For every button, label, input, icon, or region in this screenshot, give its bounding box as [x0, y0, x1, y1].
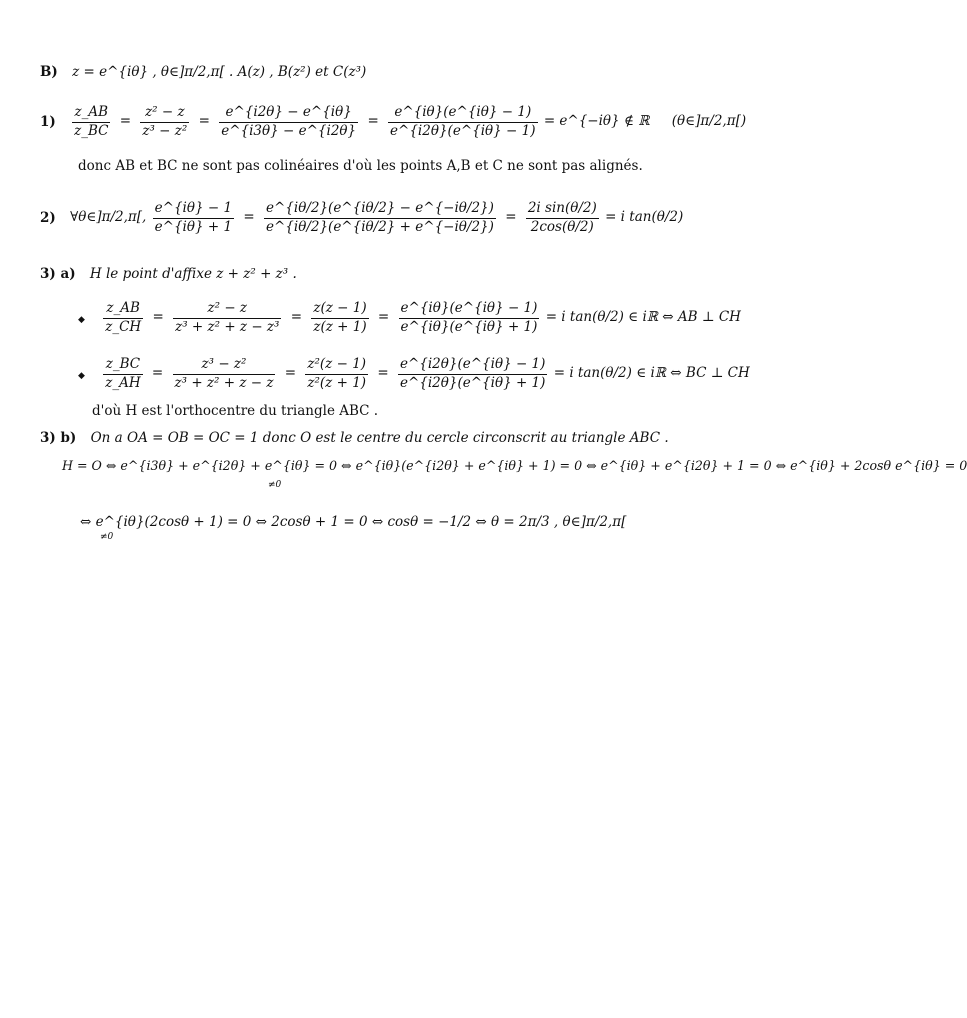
q3a-b1-lhs-num: z_AB: [103, 302, 143, 319]
q3a-b2-f2-num: z²(z − 1): [305, 358, 368, 375]
q1-f2-den: e^{i3θ} − e^{i2θ}: [221, 122, 357, 139]
q3b-equation-2: ⇔ e^{iθ}(2cosθ + 1) = 0 ⇔ 2cosθ + 1 = 0 ⇔ cosθ = −1/2 ⇔ θ = 2π/3 , θ∈]π/2,π[: [80, 514, 627, 530]
q3b-line: [40, 432, 669, 446]
q1-conclusion: donc AB et BC ne sont pas colinéaires d'où les points A,B et C ne sont pas alignés.: [78, 158, 643, 174]
q1-fraction-3: [388, 106, 537, 138]
q3b-equation-1-note: ≠0: [268, 480, 282, 490]
q3a-label: 3) a): [40, 266, 76, 282]
part-b-statement: z = e^{iθ} , θ∈]π/2,π[ . A(z) , B(z²) et C(z³): [72, 64, 367, 80]
q1-fraction-1: [140, 106, 189, 138]
q3a-conclusion: d'où H est l'orthocentre du triangle ABC .: [92, 403, 379, 419]
q1-fraction-2: [219, 106, 358, 138]
part-b-line: [40, 66, 366, 80]
q3a-statement: H le point d'affixe z + z² + z³ .: [89, 266, 297, 282]
q3a-b2-fraction-1: [173, 358, 276, 390]
q3a-b1-fraction-2: [311, 302, 368, 334]
q2-fraction-1: [153, 202, 234, 234]
q2-f2-den: e^{iθ/2}(e^{iθ/2} + e^{−iθ/2}): [265, 218, 494, 235]
q2-fraction-2: [264, 202, 496, 234]
bullet-icon: ◆: [78, 370, 85, 381]
q3b-statement: On a OA = OB = OC = 1 donc O est le centre du cercle circonscrit au triangle ABC .: [90, 430, 669, 446]
q3a-b1-fraction-3: [399, 302, 540, 334]
q3b-equation-2-note: ≠0: [100, 532, 114, 542]
q1-f3-den: e^{i2θ}(e^{iθ} − 1): [390, 122, 536, 139]
q1-lhs-num: z_AB: [72, 106, 110, 123]
q3a-bullet-1: ◆ $\frac{z\_AB}{z\_CH}$ = $\frac{\text{z² − z}}{\text{z³ + z² + z − z³}}$ = $\frac{z(z - 1)}{z(z + 1)}$ = $\frac{e\^{}\{i\theta\}(e\^{}\{i\theta\} - 1)}{e\^{}\{i\theta\}(e\^{}\{i\theta\} + 1)}$ = i tan(θ/2) ∈ iℝ ⇔ AB ⊥ CH: [78, 300, 741, 335]
bullet-icon: ◆: [78, 314, 85, 325]
q2-quantifier: ∀θ∈]π/2,π[,: [70, 209, 147, 226]
q3a-b2-fraction-3: [398, 358, 547, 390]
q3a-b1-f3-num: e^{iθ}(e^{iθ} − 1): [399, 302, 540, 319]
q3a-b2-f3-num: e^{i2θ}(e^{iθ} − 1): [398, 358, 547, 375]
q3b-equation-1: H = O ⇔ e^{i3θ} + e^{i2θ} + e^{iθ} = 0 ⇔ e^{iθ}(e^{i2θ} + e^{iθ} + 1) = 0 ⇔ e^{iθ} + e^{i2θ} + 1 = 0 ⇔ e^{iθ} + 2cosθ e^{iθ} = 0: [62, 458, 967, 473]
q2-f1-den: e^{iθ} + 1: [154, 218, 233, 235]
q2-f2-num: e^{iθ/2}(e^{iθ/2} − e^{−iθ/2}): [264, 202, 496, 219]
q3a-b2-f2-den: z²(z + 1): [307, 374, 367, 391]
q2-f1-num: e^{iθ} − 1: [153, 202, 234, 219]
q3a-b1-f3-den: e^{iθ}(e^{iθ} + 1): [400, 318, 538, 335]
q1-f3-num: e^{iθ}(e^{iθ} − 1): [388, 106, 537, 123]
q1-result: = e^{−iθ} ∉ ℝ: [543, 113, 650, 130]
q2-result: = i tan(θ/2): [605, 209, 684, 226]
q2-fraction-3: [526, 202, 599, 234]
q3a-b1-fraction-1: [173, 302, 281, 334]
q2-f3-den: 2cos(θ/2): [530, 218, 594, 235]
q3a-b1-result: = i tan(θ/2) ∈ iℝ ⇔ AB ⊥ CH: [545, 309, 741, 326]
q1-lhs-fraction: [72, 106, 110, 138]
q3a-line: [40, 268, 297, 282]
q1-label: 1): [40, 113, 56, 130]
q3a-b2-f3-den: e^{i2θ}(e^{iθ} + 1): [399, 374, 546, 391]
q3a-b2-f1-den: z³ + z² + z − z: [174, 374, 274, 391]
q3a-b2-lhs: [103, 358, 142, 390]
q3a-b1-f1-den: z³ + z² + z − z³: [175, 318, 280, 335]
q3a-bullet-2: ◆ $\frac{z\_BC}{z\_AH}$ = $\frac{\text{z³ − z²}}{\text{z³ + z² + z − z}}$ = $\frac{\text{z²(z − 1)}}{\text{z²(z + 1)}}$ = $\frac{e\^{}\{i2\theta\}(e\^{}\{i\theta\} - 1)}{e\^{}\{i2\theta\}(e\^{}\{i\theta\} + 1)}$ = i tan(θ/2) ∈ iℝ ⇔ BC ⊥ CH: [78, 356, 750, 391]
q1-f1-den: z³ − z²: [142, 122, 188, 139]
q3a-b2-result: = i tan(θ/2) ∈ iℝ ⇔ BC ⊥ CH: [553, 365, 750, 382]
q2-label: 2): [40, 209, 56, 226]
q2-line: 2) ∀θ∈]π/2,π[, $\frac{e\^{}\{i\theta\} - 1}{e\^{}\{i\theta\} + 1}$ = $\frac{e\^{}\{i\theta/2\}(e\^{}\{i\theta/2\} - e\^{}\{-i\theta/2\})}{e\^{}\{i\theta/2\}(e\^{}\{i\theta/2\} + e\^{}\{-i\theta/2\})}$ = $\frac{\text{2i sin(θ/2)}}{2\cos(\theta/2)}$ = i tan(θ/2): [40, 200, 684, 235]
q3a-b2-lhs-num: z_BC: [103, 358, 142, 375]
q3a-b1-f1-num: z² − z: [173, 302, 281, 319]
q3b-label: 3) b): [40, 430, 77, 446]
q1-f2-num: e^{i2θ} − e^{iθ}: [219, 106, 358, 123]
q3a-b1-f2-num: z(z − 1): [311, 302, 368, 319]
q1-condition: (θ∈]π/2,π[): [671, 113, 747, 130]
part-b-label: B): [40, 64, 58, 80]
q2-f3-num: 2i sin(θ/2): [526, 202, 599, 219]
q3a-b2-f1-num: z³ − z²: [173, 358, 276, 375]
q3a-b1-lhs-den: z_CH: [105, 318, 142, 335]
q1-line: 1) $\frac{z\_AB}{z\_BC}$ = $\frac{\text{z² − z}}{\text{z³ − z²}}$ = $\frac{e\^{}\{i2\theta\} - e\^{}\{i\theta\}}{e\^{}\{i3\theta\} - e\^{}\{i2\theta\}}$ = $\frac{e\^{}\{i\theta\}(e\^{}\{i\theta\} - 1)}{e\^{}\{i2\theta\}(e\^{}\{i\theta\} - 1)}$ = e^{−iθ} ∉ ℝ (θ∈]π/2,π[): [40, 104, 747, 139]
q3a-b2-fraction-2: [305, 358, 368, 390]
q3a-b1-f2-den: z(z + 1): [313, 318, 367, 335]
q3a-b1-lhs: [103, 302, 143, 334]
q3a-b2-lhs-den: z_AH: [105, 374, 141, 391]
q1-f1-num: z² − z: [140, 106, 189, 123]
q1-lhs-den: z_BC: [74, 122, 109, 139]
